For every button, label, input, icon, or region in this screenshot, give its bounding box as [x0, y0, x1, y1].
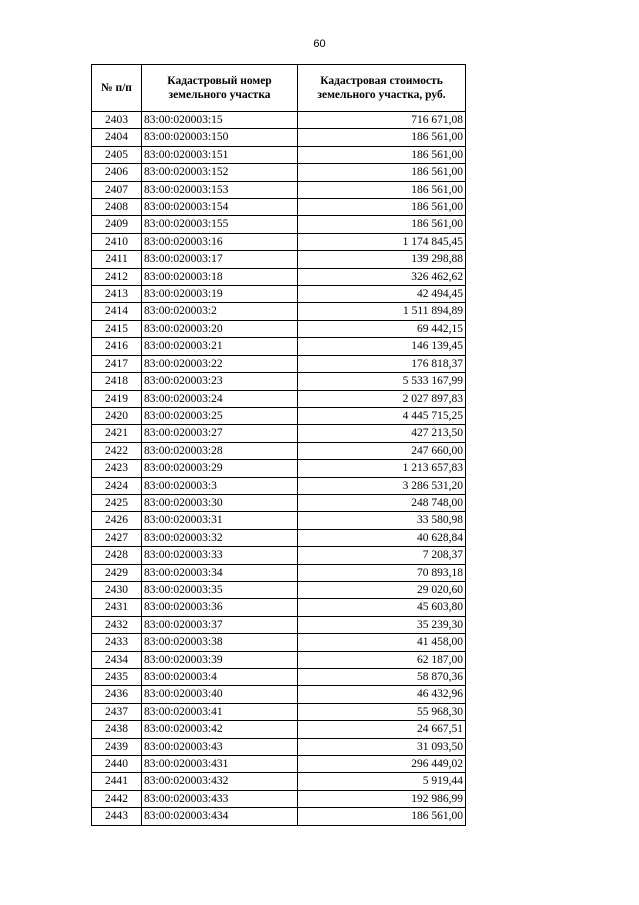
cadastral-number-cell: 83:00:020003:431: [142, 756, 298, 773]
row-number-cell: 2403: [92, 112, 142, 129]
cadastral-number-cell: 83:00:020003:16: [142, 233, 298, 250]
cadastral-value-cell: 42 494,45: [298, 286, 466, 303]
cadastral-number-cell: 83:00:020003:43: [142, 738, 298, 755]
cadastral-number-cell: 83:00:020003:34: [142, 564, 298, 581]
cadastral-number-cell: 83:00:020003:25: [142, 407, 298, 424]
cadastral-value-cell: 186 561,00: [298, 164, 466, 181]
row-number-cell: 2423: [92, 460, 142, 477]
table-row: [92, 616, 466, 633]
cadastral-number-cell: 83:00:020003:153: [142, 181, 298, 198]
cadastral-value-cell: 296 449,02: [298, 756, 466, 773]
cadastral-value-cell: 29 020,60: [298, 581, 466, 598]
row-number-cell: 2432: [92, 616, 142, 633]
header-cadastral-number: Кадастровый номер земельного участка: [142, 65, 298, 112]
cadastral-value-cell: 24 667,51: [298, 721, 466, 738]
cadastral-value-cell: 41 458,00: [298, 634, 466, 651]
row-number-cell: 2419: [92, 390, 142, 407]
cadastral-value-cell: 40 628,84: [298, 529, 466, 546]
cadastral-value-cell: 716 671,08: [298, 112, 466, 129]
cadastral-number-cell: 83:00:020003:27: [142, 425, 298, 442]
table-row: [92, 634, 466, 651]
row-number-cell: 2440: [92, 756, 142, 773]
table-row: [92, 268, 466, 285]
table-row: [92, 390, 466, 407]
table-row: [92, 338, 466, 355]
cadastral-number-cell: 83:00:020003:21: [142, 338, 298, 355]
row-number-cell: 2434: [92, 651, 142, 668]
row-number-cell: 2424: [92, 477, 142, 494]
table-row: [92, 460, 466, 477]
cadastral-number-cell: 83:00:020003:20: [142, 320, 298, 337]
cadastral-number-cell: 83:00:020003:4: [142, 669, 298, 686]
table-row: [92, 738, 466, 755]
cadastral-value-cell: 186 561,00: [298, 216, 466, 233]
cadastral-value-cell: 2 027 897,83: [298, 390, 466, 407]
cadastral-number-cell: 83:00:020003:30: [142, 494, 298, 511]
cadastral-number-cell: 83:00:020003:151: [142, 146, 298, 163]
cadastral-number-cell: 83:00:020003:28: [142, 442, 298, 459]
cadastral-value-cell: 247 660,00: [298, 442, 466, 459]
row-number-cell: 2433: [92, 634, 142, 651]
cadastral-number-cell: 83:00:020003:15: [142, 112, 298, 129]
row-number-cell: 2441: [92, 773, 142, 790]
cadastral-value-cell: 176 818,37: [298, 355, 466, 372]
table-row: [92, 303, 466, 320]
table-row: [92, 425, 466, 442]
cadastral-value-cell: 186 561,00: [298, 129, 466, 146]
table-row: [92, 164, 466, 181]
cadastral-value-cell: 58 870,36: [298, 669, 466, 686]
row-number-cell: 2427: [92, 529, 142, 546]
cadastral-number-cell: 83:00:020003:40: [142, 686, 298, 703]
table-row: [92, 529, 466, 546]
row-number-cell: 2410: [92, 233, 142, 250]
table-row: [92, 199, 466, 216]
row-number-cell: 2425: [92, 494, 142, 511]
cadastral-value-cell: 186 561,00: [298, 146, 466, 163]
row-number-cell: 2414: [92, 303, 142, 320]
page-number: 60: [313, 38, 326, 50]
table-row: [92, 373, 466, 390]
cadastral-number-cell: 83:00:020003:31: [142, 512, 298, 529]
cadastral-value-cell: 326 462,62: [298, 268, 466, 285]
row-number-cell: 2411: [92, 251, 142, 268]
cadastral-value-cell: 1 511 894,89: [298, 303, 466, 320]
table-row: [92, 233, 466, 250]
cadastral-value-cell: 31 093,50: [298, 738, 466, 755]
header-row-number: № п/п: [92, 65, 142, 112]
cadastral-value-cell: 4 445 715,25: [298, 407, 466, 424]
cadastral-value-cell: 70 893,18: [298, 564, 466, 581]
table-row: [92, 581, 466, 598]
table-row: [92, 808, 466, 825]
table-row: [92, 756, 466, 773]
cadastral-value-cell: 69 442,15: [298, 320, 466, 337]
cadastral-value-cell: 139 298,88: [298, 251, 466, 268]
cadastral-number-cell: 83:00:020003:18: [142, 268, 298, 285]
table-row: [92, 599, 466, 616]
cadastral-number-cell: 83:00:020003:22: [142, 355, 298, 372]
table-row: [92, 442, 466, 459]
cadastral-number-cell: 83:00:020003:434: [142, 808, 298, 825]
cadastral-value-cell: 186 561,00: [298, 808, 466, 825]
row-number-cell: 2439: [92, 738, 142, 755]
cadastral-value-cell: 7 208,37: [298, 547, 466, 564]
row-number-cell: 2442: [92, 790, 142, 807]
cadastral-number-cell: 83:00:020003:432: [142, 773, 298, 790]
table-row: [92, 355, 466, 372]
cadastral-number-cell: 83:00:020003:38: [142, 634, 298, 651]
row-number-cell: 2404: [92, 129, 142, 146]
cadastral-value-cell: 55 968,30: [298, 703, 466, 720]
table-row: [92, 181, 466, 198]
row-number-cell: 2421: [92, 425, 142, 442]
table-row: [92, 407, 466, 424]
table-row: [92, 564, 466, 581]
cadastral-value-cell: 186 561,00: [298, 199, 466, 216]
row-number-cell: 2438: [92, 721, 142, 738]
row-number-cell: 2412: [92, 268, 142, 285]
cadastral-value-cell: 33 580,98: [298, 512, 466, 529]
cadastral-value-cell: 35 239,30: [298, 616, 466, 633]
cadastral-value-cell: 46 432,96: [298, 686, 466, 703]
cadastral-value-cell: 3 286 531,20: [298, 477, 466, 494]
table-row: [92, 286, 466, 303]
row-number-cell: 2437: [92, 703, 142, 720]
row-number-cell: 2420: [92, 407, 142, 424]
cadastral-number-cell: 83:00:020003:19: [142, 286, 298, 303]
row-number-cell: 2417: [92, 355, 142, 372]
table-row: [92, 721, 466, 738]
cadastral-value-cell: 186 561,00: [298, 181, 466, 198]
cadastral-number-cell: 83:00:020003:41: [142, 703, 298, 720]
row-number-cell: 2422: [92, 442, 142, 459]
cadastral-number-cell: 83:00:020003:155: [142, 216, 298, 233]
cadastral-value-cell: 45 603,80: [298, 599, 466, 616]
cadastral-number-cell: 83:00:020003:37: [142, 616, 298, 633]
cadastral-number-cell: 83:00:020003:24: [142, 390, 298, 407]
table-row: [92, 320, 466, 337]
table-row: [92, 790, 466, 807]
cadastral-number-cell: 83:00:020003:154: [142, 199, 298, 216]
table-row: [92, 547, 466, 564]
cadastral-number-cell: 83:00:020003:2: [142, 303, 298, 320]
cadastral-value-cell: 1 213 657,83: [298, 460, 466, 477]
cadastral-value-cell: 62 187,00: [298, 651, 466, 668]
cadastral-number-cell: 83:00:020003:152: [142, 164, 298, 181]
table-body: [92, 112, 466, 826]
cadastral-value-cell: 5 919,44: [298, 773, 466, 790]
row-number-cell: 2431: [92, 599, 142, 616]
table-row: [92, 669, 466, 686]
row-number-cell: 2430: [92, 581, 142, 598]
cadastral-number-cell: 83:00:020003:42: [142, 721, 298, 738]
cadastral-number-cell: 83:00:020003:433: [142, 790, 298, 807]
table-row: [92, 129, 466, 146]
cadastral-number-cell: 83:00:020003:23: [142, 373, 298, 390]
cadastral-value-cell: 1 174 845,45: [298, 233, 466, 250]
cadastral-value-table: [91, 64, 466, 826]
table-row: [92, 477, 466, 494]
table-row: [92, 112, 466, 129]
table-row: [92, 251, 466, 268]
row-number-cell: 2426: [92, 512, 142, 529]
cadastral-number-cell: 83:00:020003:36: [142, 599, 298, 616]
cadastral-value-cell: 248 748,00: [298, 494, 466, 511]
row-number-cell: 2413: [92, 286, 142, 303]
row-number-cell: 2435: [92, 669, 142, 686]
cadastral-value-cell: 5 533 167,99: [298, 373, 466, 390]
cadastral-number-cell: 83:00:020003:17: [142, 251, 298, 268]
row-number-cell: 2405: [92, 146, 142, 163]
cadastral-number-cell: 83:00:020003:29: [142, 460, 298, 477]
cadastral-number-cell: 83:00:020003:32: [142, 529, 298, 546]
row-number-cell: 2415: [92, 320, 142, 337]
cadastral-number-cell: 83:00:020003:3: [142, 477, 298, 494]
cadastral-number-cell: 83:00:020003:33: [142, 547, 298, 564]
cadastral-number-cell: 83:00:020003:39: [142, 651, 298, 668]
row-number-cell: 2443: [92, 808, 142, 825]
cadastral-value-cell: 427 213,50: [298, 425, 466, 442]
header-cadastral-value: Кадастровая стоимость земельного участка, руб.: [298, 65, 466, 112]
row-number-cell: 2408: [92, 199, 142, 216]
row-number-cell: 2406: [92, 164, 142, 181]
table-row: [92, 146, 466, 163]
cadastral-number-cell: 83:00:020003:35: [142, 581, 298, 598]
row-number-cell: 2416: [92, 338, 142, 355]
table-row: [92, 512, 466, 529]
row-number-cell: 2407: [92, 181, 142, 198]
row-number-cell: 2429: [92, 564, 142, 581]
table-row: [92, 494, 466, 511]
cadastral-number-cell: 83:00:020003:150: [142, 129, 298, 146]
table-row: [92, 651, 466, 668]
table-header-row: [92, 65, 466, 112]
table-row: [92, 686, 466, 703]
cadastral-value-cell: 146 139,45: [298, 338, 466, 355]
table-row: [92, 216, 466, 233]
row-number-cell: 2436: [92, 686, 142, 703]
cadastral-value-cell: 192 986,99: [298, 790, 466, 807]
row-number-cell: 2428: [92, 547, 142, 564]
table-row: [92, 773, 466, 790]
row-number-cell: 2418: [92, 373, 142, 390]
row-number-cell: 2409: [92, 216, 142, 233]
table-row: [92, 703, 466, 720]
